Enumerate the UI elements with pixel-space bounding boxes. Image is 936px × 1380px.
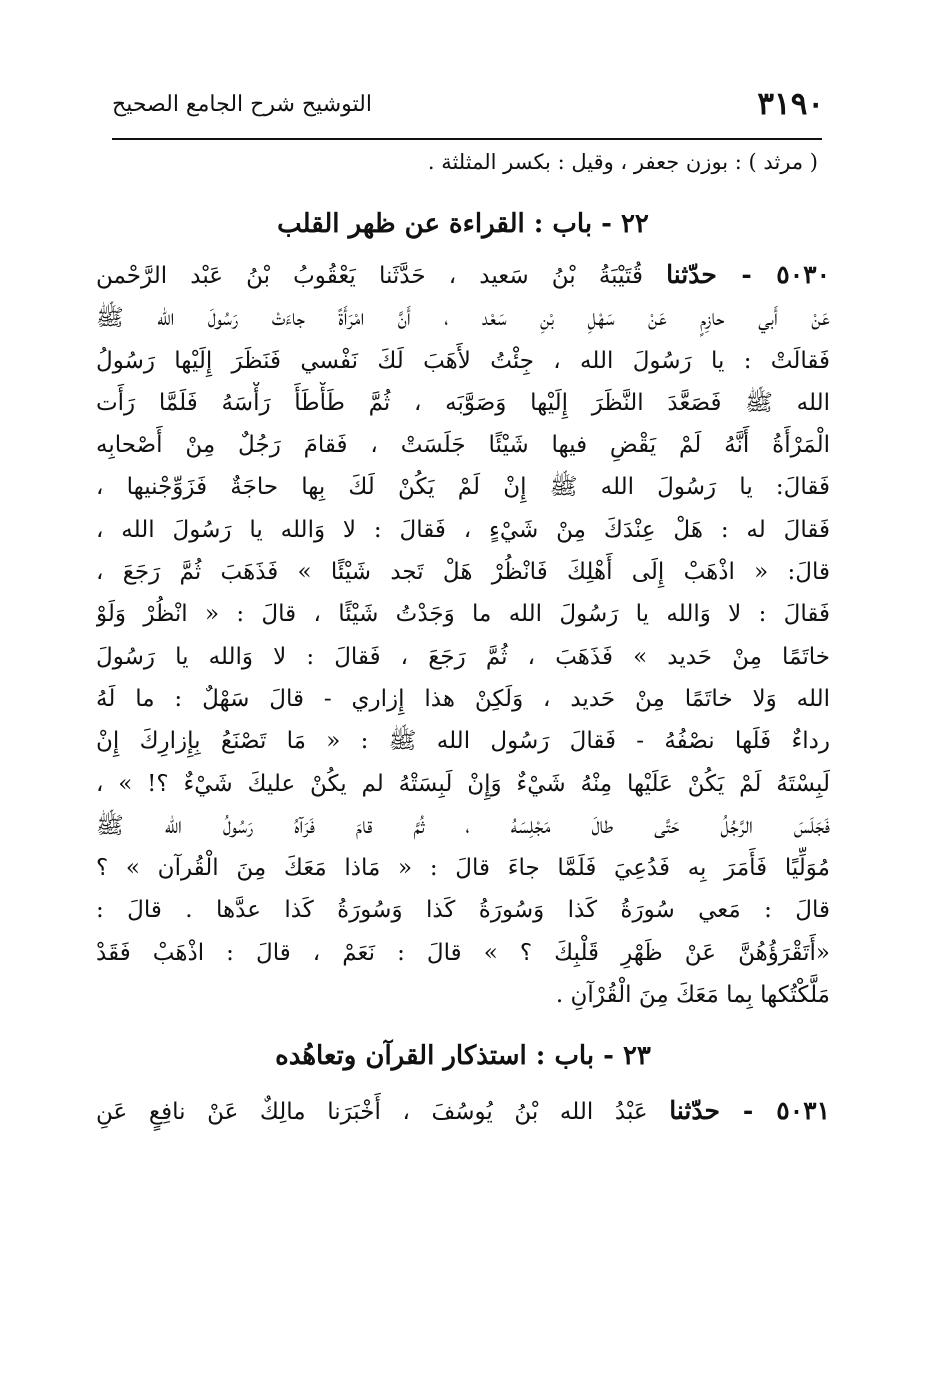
hadith-line: خاتَمًا مِنْ حَديد » فَذَهَبَ ، ثُمَّ رَجَعَ ، فَقالَ : لا وَالله يا رَسُولَ	[96, 643, 830, 670]
hadith-number: ٥٠٣٠	[776, 260, 830, 289]
hadith-line: فَجَلَسَ الرَّجُلُ حَتَّى طالَ مَجْلِسَهُ ، ثُمَّ قامَ فَرَآهُ رَسُولُ الله ﷺ	[96, 812, 830, 839]
chapter-heading-22: ٢٢ - باب : القراءة عن ظهر القلب	[277, 209, 649, 239]
running-title: التوشيح شرح الجامع الصحيح	[112, 92, 372, 117]
hadith-number: ٥٠٣١	[776, 1096, 830, 1126]
hadith-line: قالَ: « اذْهَبْ إِلَى أَهْلِكَ فَانْظُرْ هَلْ تَجد شَيْئًا » فَذَهَبَ ثُمَّ رَجَعَ ،	[96, 559, 830, 586]
hadith-line: ٥٠٣١ - حدّثنا عَبْدُ الله بْنُ يُوسُفَ ، أَخْبَرَنا مالِكٌ عَنْ نافِعٍ عَنِ	[96, 1096, 830, 1126]
hadith-line: فَقالَ : لا وَالله يا رَسُولَ الله ما وَجَدْتُ شَيْئًا ، قالَ : « انْظُرْ وَلَوْ	[96, 601, 830, 628]
hadith-5031	[96, 1090, 830, 1133]
hadith-line: الله ﷺ فَصَعَّدَ النَّظَرَ إِلَيْها وَصَوَّبَه ، ثُمَّ طَأْطَأَ رَأْسَهُ فَلَمَّا رَأَت	[96, 389, 830, 416]
hadith-lead: حدّثنا	[666, 260, 717, 289]
hadith-line: عَنْ أَبي حازِمٍ عَنْ سَهْلِ بْنِ سَعْد ، أَنَّ امْرَأَةً جاءَتْ رَسُولَ الله ﷺ	[96, 305, 830, 332]
hadith-lead: حدّثنا	[669, 1096, 720, 1126]
header-rule	[112, 138, 822, 140]
hadith-line: فَقالَتْ : يا رَسُولَ الله ، جِئْتُ لأَهَبَ لَكَ نَفْسي فَنَظَرَ إِلَيْها رَسُولُ	[96, 347, 830, 374]
hadith-line: لَبِسْتَهُ لَمْ يَكُنْ عَلَيْها مِنْهُ شَيْءٌ وَإِنْ لَبِسَتْهُ لم يكُنْ عليكَ شَيْءٌ ؟! » ،	[96, 770, 830, 797]
hadith-line: الله وَلا خاتَمًا مِنْ حَديد ، وَلَكِنْ هذا إِزاري - قالَ سَهْلٌ : ما لَهُ	[96, 685, 830, 712]
hadith-line: الْمَرْأَةُ أَنَّهُ لَمْ يَقْضِ فيها شَيْئًا جَلَسَتْ ، فَقامَ رَجُلٌ مِنْ أَصْحابِه	[96, 432, 830, 459]
hadith-line: مُوَلِّيًا فَأَمَرَ بِه فَدُعِيَ فَلَمَّا جاءَ قالَ : « مَاذا مَعَكَ مِنَ الْقُرآن » ؟	[96, 855, 830, 882]
hadith-line: ٥٠٣٠ - حدّثنا قُتَيْبَةُ بْنُ سَعيد ، حَدَّثَنا يَعْقُوبُ بْنُ عَبْد الرَّحْمن	[96, 260, 830, 289]
hadith-line: رداءٌ فَلَها نصْفُهُ - فَقالَ رَسُول الله ﷺ : « مَا تَصْنَعُ بِإِزارِكَ إِنْ	[96, 728, 830, 755]
hadith-text: عَبْدُ الله بْنُ يُوسُفَ ، أَخْبَرَنا مالِكٌ عَنْ نافِعٍ عَنِ	[96, 1099, 648, 1126]
footnote-remark: ( مرثد ) : بوزن جعفر ، وقيل : بكسر المثلثة .	[427, 150, 818, 174]
hadith-line: فَقالَ: يا رَسُولَ الله ﷺ إِنْ لَمْ يَكُنْ لَكَ بِها حاجَةٌ فَزَوِّجْنيها ،	[96, 474, 830, 501]
hadith-text: قُتَيْبَةُ بْنُ سَعيد ، حَدَّثَنا يَعْقُوبُ بْنُ عَبْد الرَّحْمن	[96, 263, 643, 289]
page-body	[96, 142, 830, 1134]
hadith-line: «أَتَقْرَؤُهُنَّ عَنْ ظَهْرِ قَلْبِكَ ؟ » قالَ : نَعَمْ ، قالَ : اذْهَبْ فَقَدْ	[96, 939, 830, 966]
hadith-5030	[96, 254, 830, 1016]
hadith-line: قالَ : مَعي سُورَةُ كَذا وَسُورَةُ كَذا وَسُورَةُ كَذا عدَّها . قالَ :	[96, 897, 830, 924]
chapter-heading-23: ٢٣ - باب : استذكار القرآن وتعاهُده	[275, 1041, 651, 1072]
hadith-line: مَلَّكْتُكها بِما مَعَكَ مِنَ الْقُرْآنِ .	[555, 982, 830, 1009]
hadith-line: فَقالَ له : هَلْ عِنْدَكَ مِنْ شَيْءٍ ، فَقالَ : لا وَالله يا رَسُولَ الله ،	[96, 516, 830, 543]
page-header	[112, 86, 824, 136]
page-number: ٣١٩٠	[757, 86, 824, 122]
